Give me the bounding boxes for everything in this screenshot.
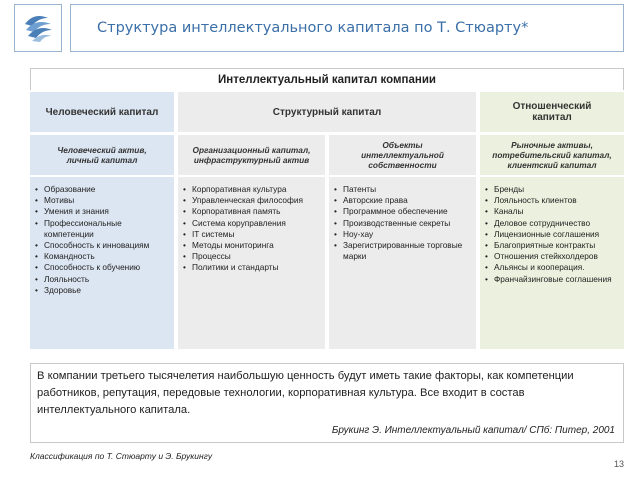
list-item: • Методы мониторинга [182, 240, 321, 251]
human-capital-list [30, 177, 174, 349]
page-number: 13 [613, 459, 624, 469]
list-item: • Командность [34, 251, 170, 262]
list-item: • Процессы [182, 251, 321, 262]
list-item: • Лицензионные соглашения [484, 229, 620, 240]
organizational-capital-list [178, 177, 325, 349]
quote-source: Брукинг Э. Интеллектуальный капитал/ СПб: Питер, 2001 [331, 425, 615, 436]
page-title: Структура интеллектуального капитала по Т. Стюарту* [97, 20, 529, 36]
list-item: • Производственные секреты [333, 218, 472, 229]
list-item: • Франчайзинговые соглашения [484, 274, 620, 285]
sub-headers [30, 135, 624, 175]
list-item: • Лояльность [34, 274, 170, 285]
list-item: • Корпоративная культура [182, 184, 321, 195]
list-item: • Патенты [333, 184, 472, 195]
list-item: • Управленческая философия [182, 195, 321, 206]
structural-capital-header: Структурный капитал [178, 92, 476, 132]
quote-box [30, 363, 624, 443]
list-item: • Каналы [484, 206, 620, 217]
list-item: • Политики и стандарты [182, 262, 321, 273]
list-item: • Система коруправления [182, 218, 321, 229]
ip-objects-list [329, 177, 476, 349]
capital-lists [30, 177, 624, 349]
list-item: • Благоприятные контракты [484, 240, 620, 251]
company-logo [14, 4, 62, 52]
human-capital-subheader: Человеческий актив, личный капитал [30, 135, 174, 175]
list-item: • Ноу-хау [333, 229, 472, 240]
diagram-title: Интеллектуальный капитал компании [30, 68, 624, 90]
list-item: • Образование [34, 184, 170, 195]
list-item: • Профессиональные компетенции [34, 218, 170, 240]
list-item: • Способность к обучению [34, 262, 170, 273]
list-item: • Альянсы и кооперация. [484, 262, 620, 273]
list-item: • Способность к инновациям [34, 240, 170, 251]
list-item: • Мотивы [34, 195, 170, 206]
list-item: • Лояльность клиентов [484, 195, 620, 206]
relational-capital-header: Отношенческий капитал [480, 92, 624, 132]
list-item: • Деловое сотрудничество [484, 218, 620, 229]
swirl-logo-icon [15, 5, 61, 51]
list-item: • Бренды [484, 184, 620, 195]
list-item: • Отношения стейкхолдеров [484, 251, 620, 262]
list-item: • Программное обеспечение [333, 206, 472, 217]
quote-text: В компании третьего тысячелетия наибольшую ценность будут иметь такие факторы, как компетенции работников, репутация, передовые технологии, корпоративная культура. Все входит в состав интеллектуального капитала. [37, 370, 574, 416]
organizational-capital-subheader: Организационный капитал, инфраструктурный актив [178, 135, 325, 175]
list-item: • Умения и знания [34, 206, 170, 217]
list-item: • Авторские права [333, 195, 472, 206]
list-item: • Зарегистрированные торговые марки [333, 240, 472, 262]
title-bar [70, 4, 624, 52]
column-headers [30, 92, 624, 132]
list-item: • Здоровье [34, 285, 170, 296]
list-item: • IT системы [182, 229, 321, 240]
relational-capital-list [480, 177, 624, 349]
human-capital-header: Человеческий капитал [30, 92, 174, 132]
market-assets-subheader: Рыночные активы, потребительский капитал, клиентский капитал [480, 135, 624, 175]
ip-objects-subheader: Объекты интеллектуальной собственности [329, 135, 476, 175]
footnote: Классификация по Т. Стюарту и Э. Брукингу [30, 451, 213, 461]
list-item: • Корпоративная память [182, 206, 321, 217]
